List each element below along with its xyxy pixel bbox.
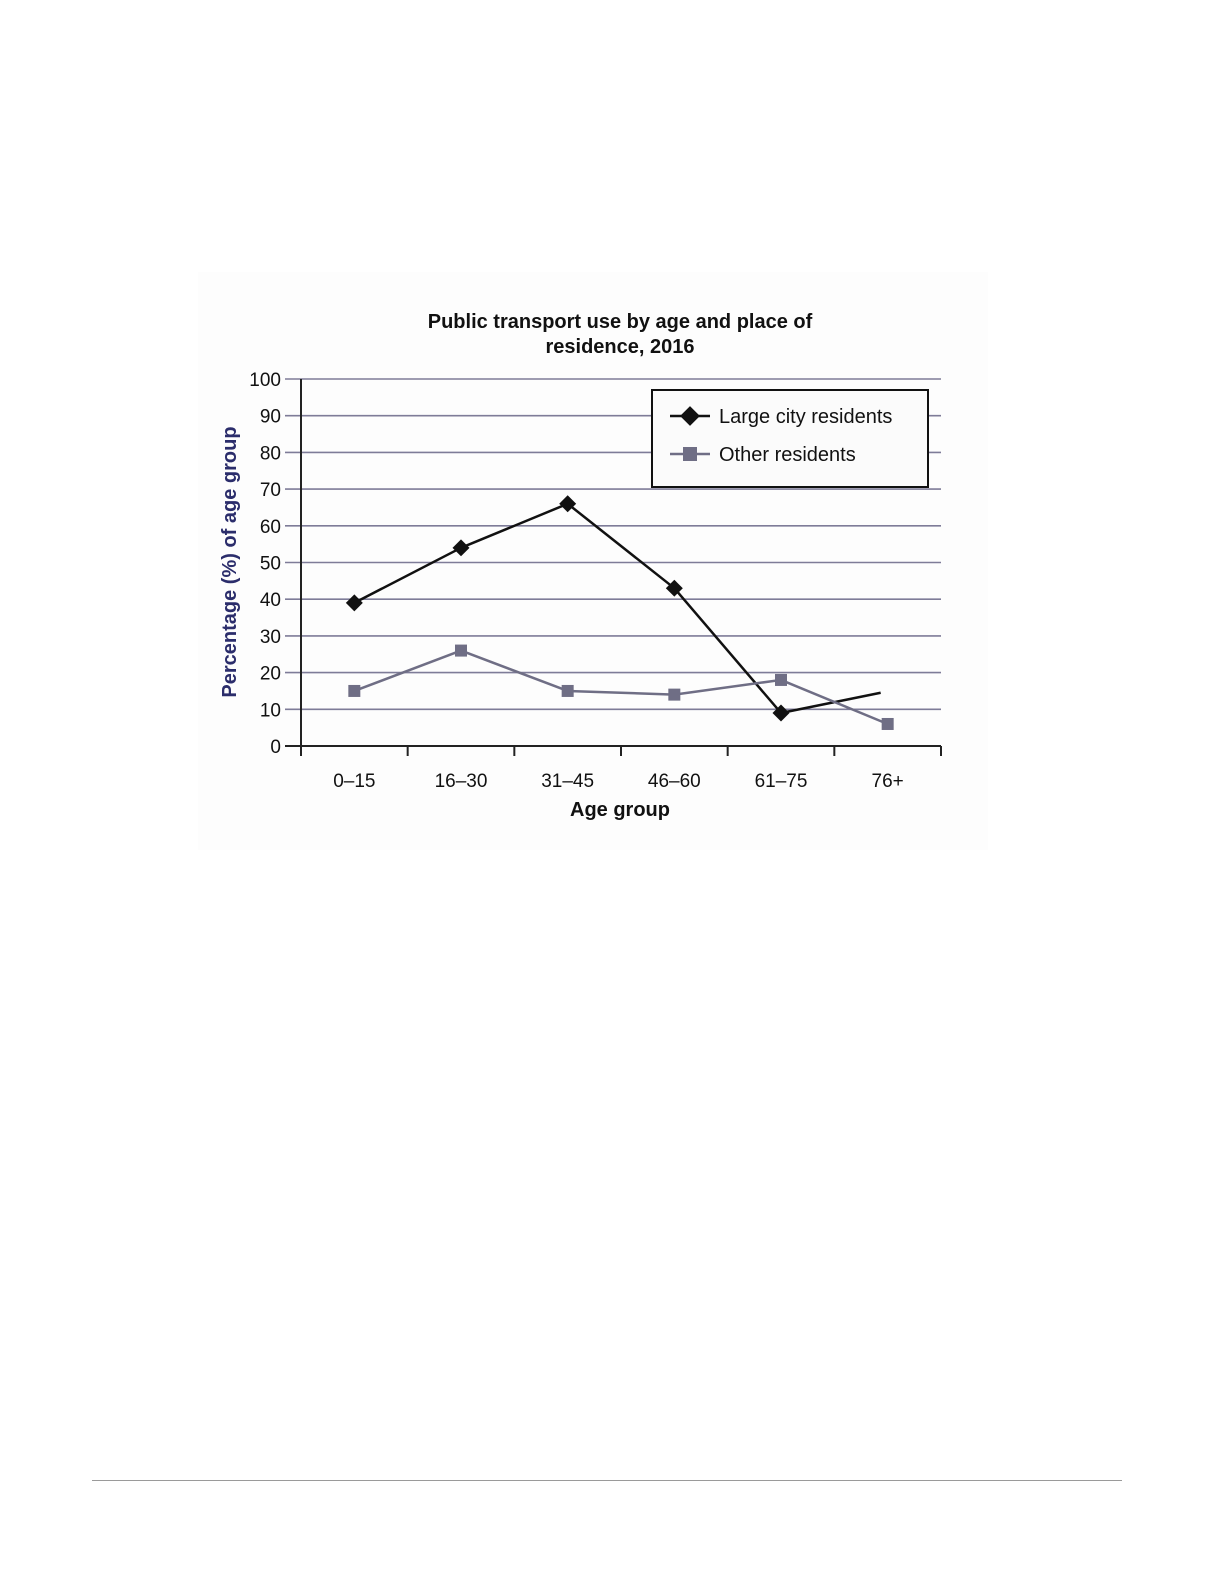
chart-title: [428, 311, 813, 358]
x-tick-labels: [333, 771, 904, 792]
series-other-residents: [348, 645, 893, 730]
y-axis-title: Percentage (%) of age group: [219, 426, 241, 698]
y-tick-label: 90: [259, 406, 281, 428]
x-axis-title: Age group: [570, 799, 670, 821]
line-chart: [198, 272, 988, 850]
x-tick-label: 31–45: [541, 771, 595, 792]
legend-marker-other: [683, 447, 697, 461]
series: [346, 495, 894, 730]
chart-title-line-1: Public transport use by age and place of: [427, 311, 813, 333]
x-tick-label: 16–30: [434, 771, 488, 792]
y-tick-labels: [249, 370, 281, 758]
data-point-square: [668, 689, 680, 701]
data-point-square: [775, 674, 787, 686]
chart-title-line-2: residence, 2016: [545, 336, 695, 358]
data-point-square: [882, 718, 894, 730]
y-tick-label: 80: [259, 443, 281, 465]
data-point-square: [455, 645, 467, 657]
x-tick-label: 46–60: [647, 771, 701, 792]
series-line: [354, 651, 887, 724]
y-tick-label: 70: [259, 480, 281, 502]
legend: [652, 390, 928, 487]
data-point-diamond: [453, 539, 470, 556]
y-tick-label: 100: [249, 370, 281, 391]
legend-box: [652, 390, 928, 487]
y-tick-label: 60: [259, 516, 281, 538]
y-tick-label: 40: [259, 590, 281, 612]
data-point-square: [348, 685, 360, 697]
legend-label-other: Other residents: [719, 444, 856, 466]
y-tick-label: 30: [259, 626, 281, 648]
chart-panel: [198, 272, 988, 850]
x-tick-label: 0–15: [333, 771, 376, 792]
data-point-square: [562, 685, 574, 697]
series-line: [354, 504, 880, 713]
y-tick-label: 0: [270, 737, 281, 758]
footer-rule: [92, 1480, 1122, 1481]
legend-label-large-city: Large city residents: [719, 406, 893, 428]
data-point-diamond: [346, 594, 363, 611]
x-tick-label: 76+: [871, 771, 904, 792]
y-tick-label: 20: [259, 663, 281, 685]
x-tick-label: 61–75: [754, 771, 808, 792]
y-tick-label: 50: [259, 553, 281, 575]
y-tick-label: 10: [259, 700, 281, 722]
